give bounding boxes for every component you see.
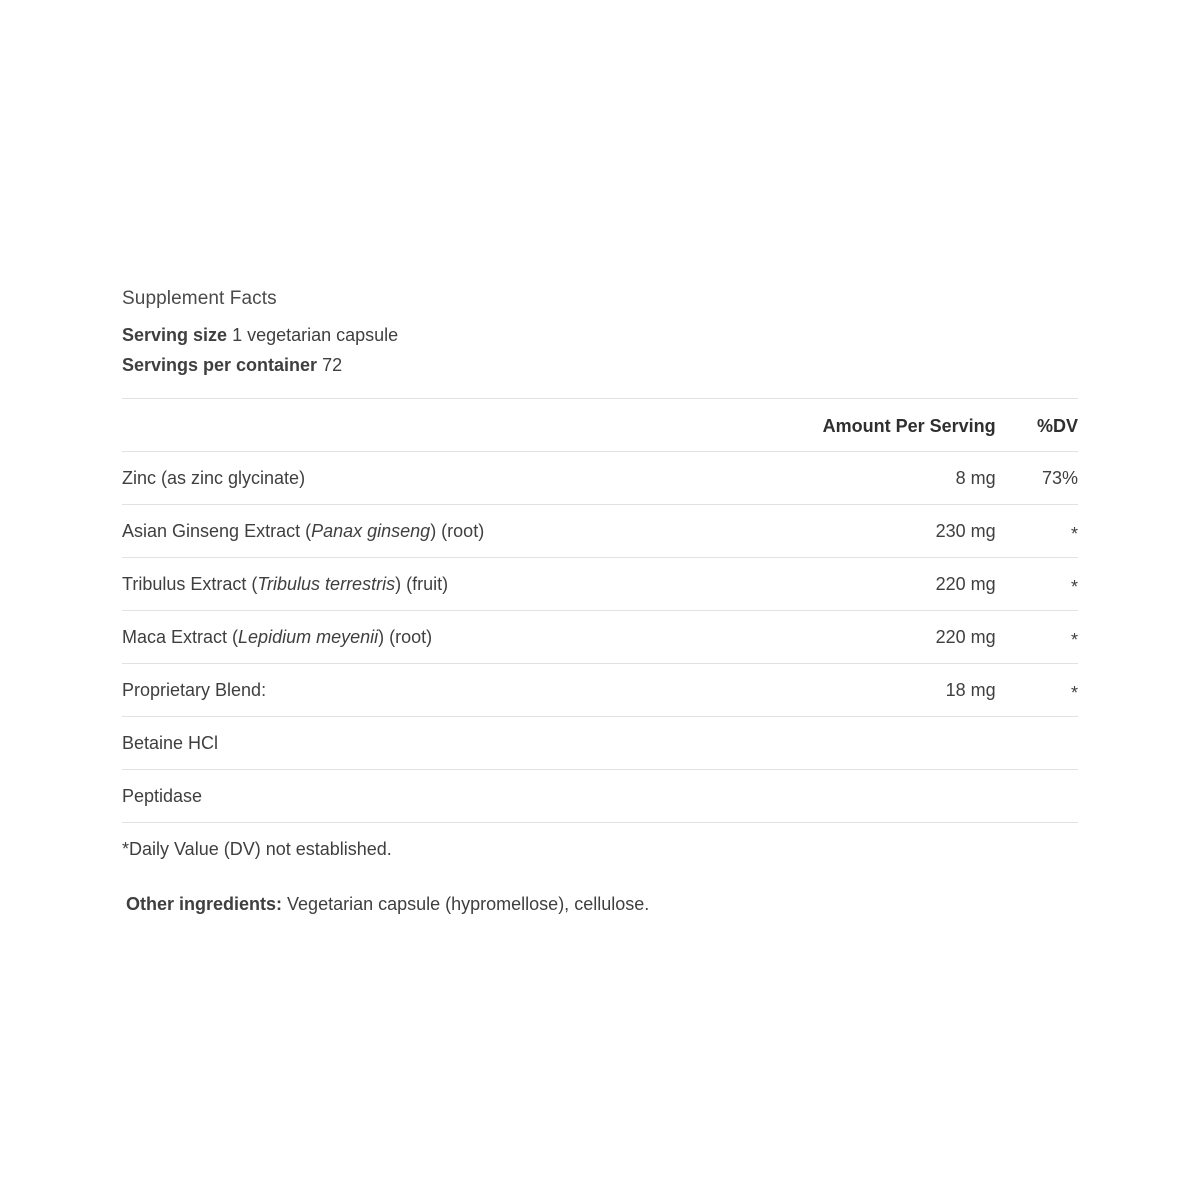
- panel-title: Supplement Facts: [122, 288, 277, 309]
- row-name-pre: Zinc (as zinc glycinate): [122, 468, 306, 488]
- row-name-pre: Asian Ginseng Extract (: [122, 521, 312, 541]
- row-amount: [765, 717, 996, 770]
- row-amount: 8 mg: [955, 468, 996, 488]
- serving-size-value: 1 vegetarian capsule: [232, 325, 399, 345]
- row-name: [122, 770, 765, 823]
- row-amount: 18 mg: [945, 680, 996, 700]
- row-dv: *: [1070, 577, 1078, 597]
- servings-per-container-line: [122, 350, 1078, 380]
- row-dv: *: [1070, 683, 1078, 703]
- serving-size-label: Serving size: [122, 325, 228, 345]
- row-name: [122, 717, 765, 770]
- other-ingredients-value: Vegetarian capsule (hypromellose), cellulose.: [287, 894, 650, 914]
- row-name: [122, 558, 765, 611]
- table-row: [122, 717, 1078, 770]
- table-row: [122, 452, 1078, 505]
- table-row: [122, 611, 1078, 664]
- row-amount: [765, 770, 996, 823]
- servings-per-container-label: Servings per container: [122, 355, 318, 375]
- footnote-row: [122, 823, 1078, 876]
- column-header-dv: %DV: [1036, 416, 1078, 436]
- table-row: [122, 770, 1078, 823]
- row-name-post: ) (fruit): [395, 574, 449, 594]
- other-ingredients: [122, 875, 1078, 917]
- row-dv: *: [1070, 630, 1078, 650]
- row-amount: 220 mg: [935, 627, 996, 647]
- row-name: [122, 452, 765, 505]
- supplement-facts-panel: [122, 268, 1078, 917]
- row-dv: *: [1070, 524, 1078, 544]
- row-name: [122, 505, 765, 558]
- footnote-text: *Daily Value (DV) not established.: [122, 839, 392, 859]
- servings-per-container-value: 72: [322, 355, 343, 375]
- row-name-post: ) (root): [430, 521, 485, 541]
- table-row: [122, 664, 1078, 717]
- row-name-pre: Maca Extract (: [122, 627, 239, 647]
- row-name-pre: Betaine HCl: [122, 733, 219, 753]
- row-name-pre: Proprietary Blend:: [122, 680, 267, 700]
- row-name-italic: Panax ginseng: [311, 521, 431, 541]
- row-name: [122, 664, 765, 717]
- row-name-italic: Tribulus terrestris: [257, 574, 396, 594]
- table-row: [122, 505, 1078, 558]
- row-dv: 73%: [1041, 468, 1078, 488]
- other-ingredients-label: Other ingredients:: [126, 894, 283, 914]
- table-header-row: [122, 399, 1078, 452]
- row-name-italic: Lepidium meyenii: [238, 627, 379, 647]
- row-name: [122, 611, 765, 664]
- serving-info: [122, 320, 1078, 398]
- row-name-post: ) (root): [378, 627, 433, 647]
- row-dv: [996, 770, 1078, 823]
- serving-size-line: [122, 320, 1078, 350]
- row-amount: 230 mg: [935, 521, 996, 541]
- supplement-facts-table: [122, 398, 1078, 875]
- row-name-pre: Peptidase: [122, 786, 203, 806]
- row-name-pre: Tribulus Extract (: [122, 574, 258, 594]
- row-amount: 220 mg: [935, 574, 996, 594]
- column-header-amount: Amount Per Serving: [822, 416, 996, 436]
- column-header-name: [122, 399, 765, 452]
- row-dv: [996, 717, 1078, 770]
- table-row: [122, 558, 1078, 611]
